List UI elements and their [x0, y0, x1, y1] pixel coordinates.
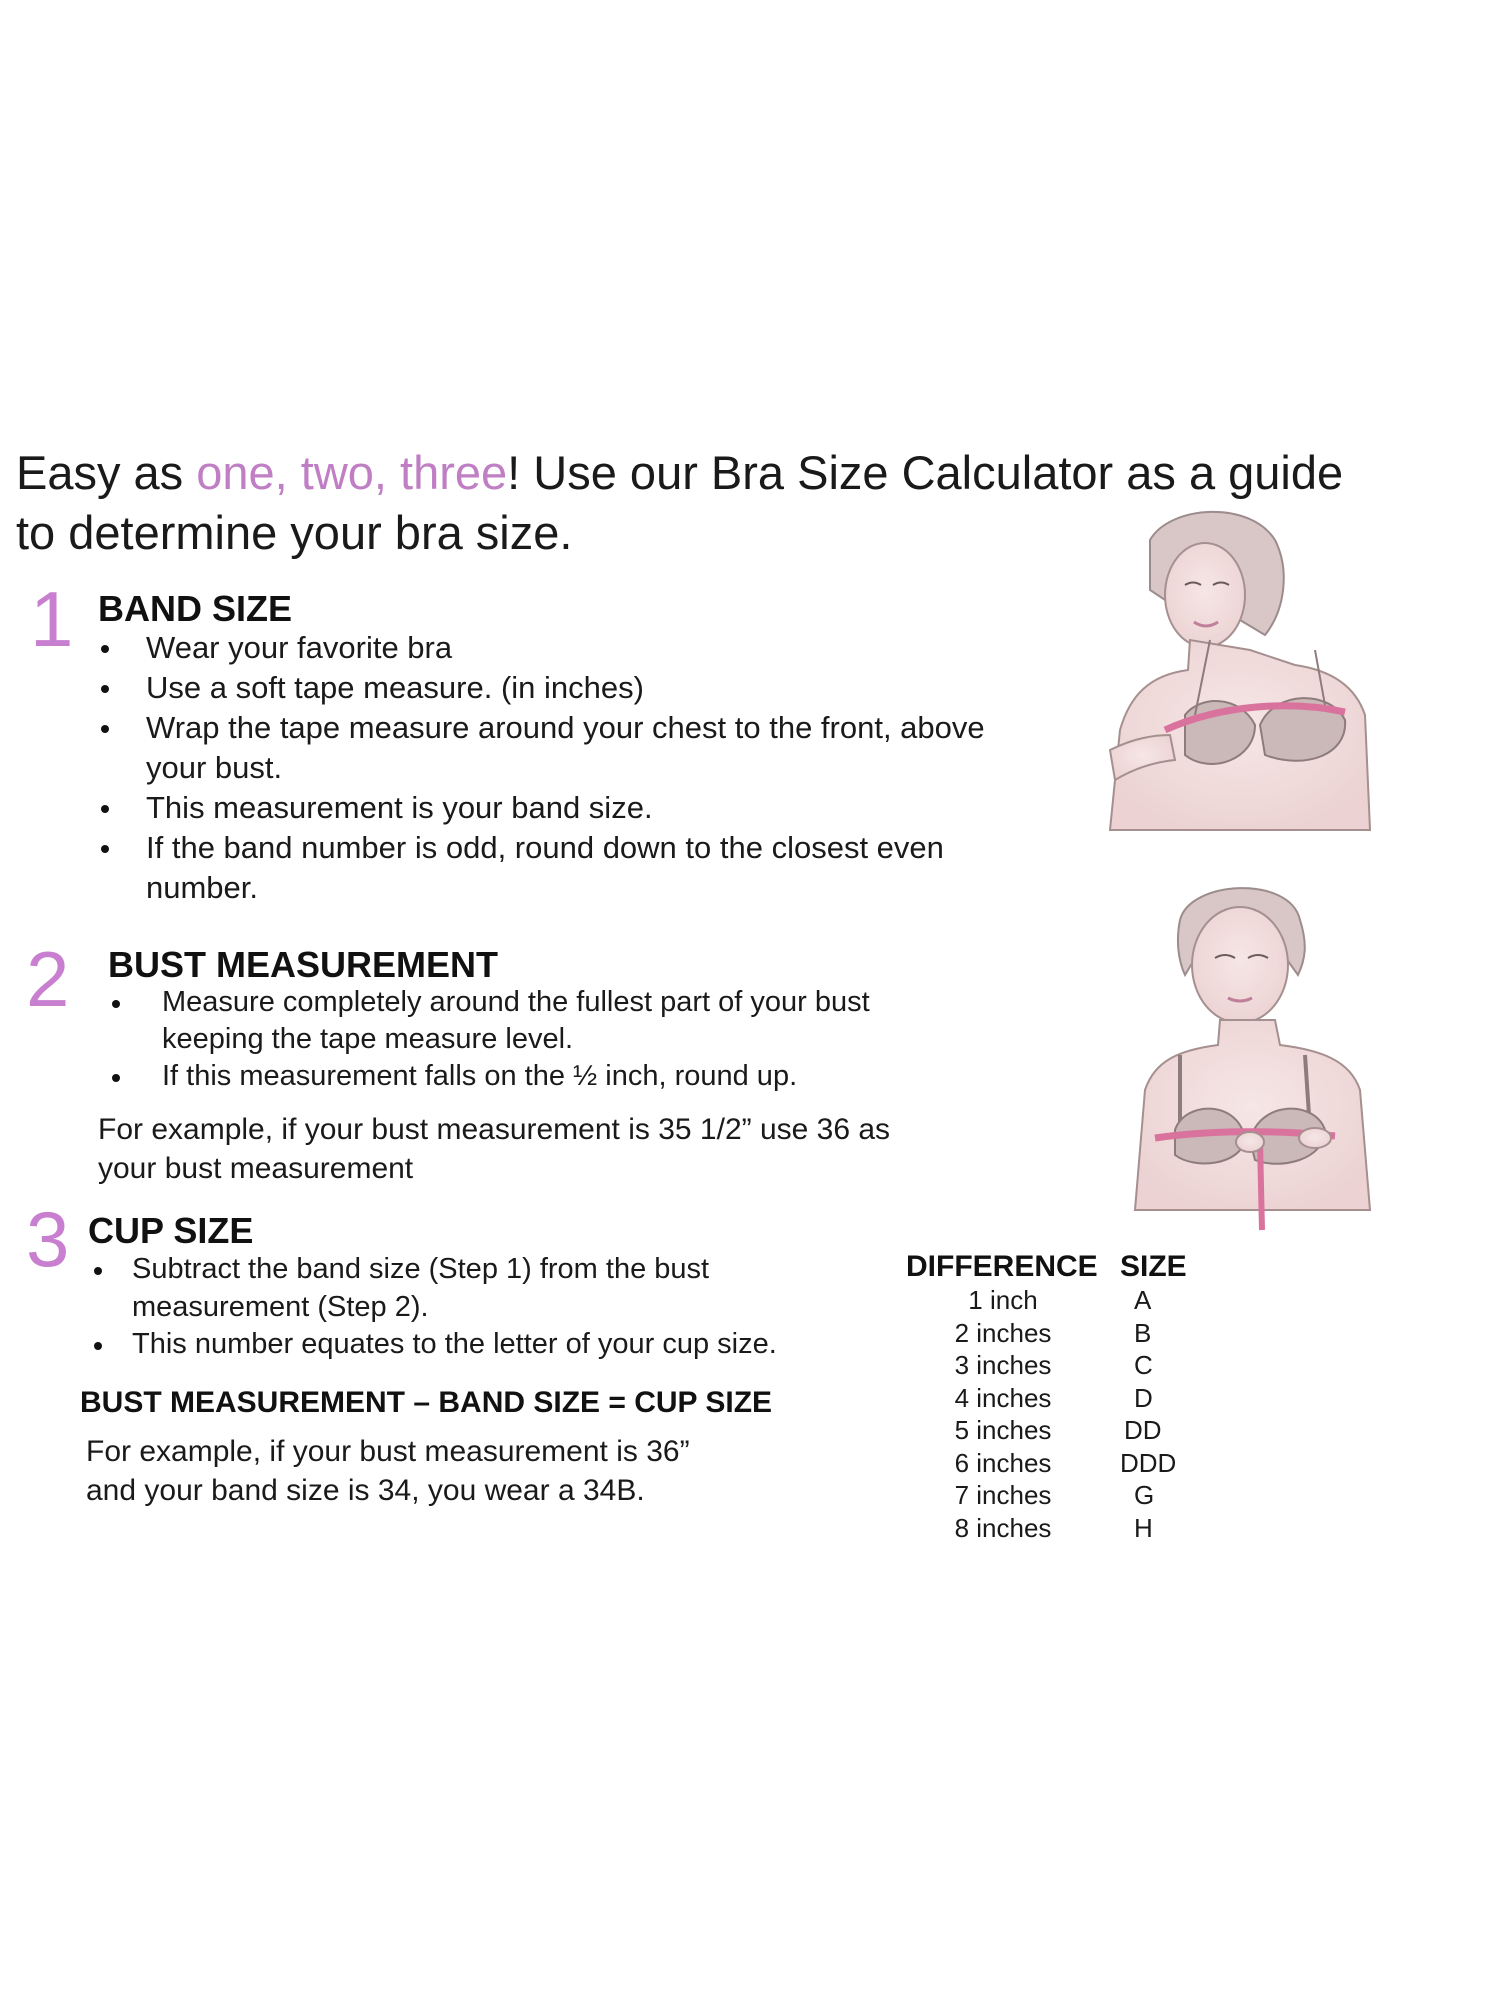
- table-row: 3 inches C: [954, 1350, 1153, 1380]
- headline-accent: one, two, three: [196, 446, 508, 499]
- bullet-dot: [101, 845, 109, 853]
- size-header: SIZE: [1120, 1250, 1187, 1283]
- table-row: 7 inches G: [954, 1480, 1155, 1510]
- bullet-dot: [101, 725, 109, 733]
- step1-bullet-list: [146, 628, 986, 908]
- list-item: This number equates to the letter of your cup size.: [132, 1326, 852, 1364]
- bullet-dot: [94, 1267, 102, 1275]
- woman-measuring-bust-illustration: [1100, 880, 1400, 1260]
- woman-measuring-band-illustration: [1090, 500, 1390, 880]
- bullet-dot: [94, 1342, 102, 1350]
- list-item: If this measurement falls on the ½ inch, round up.: [162, 1058, 962, 1095]
- list-item: Measure completely around the fullest part of your bust keeping the tape measure level.: [162, 984, 962, 1058]
- difference-header: DIFFERENCE: [906, 1250, 1098, 1283]
- table-row: 1 inch A: [968, 1285, 1152, 1315]
- list-item: Subtract the band size (Step 1) from the bust measurement (Step 2).: [132, 1251, 852, 1326]
- step3-bullet-list: [132, 1251, 852, 1364]
- step2-example: For example, if your bust measurement is 35 1/2” use 36 as your bust measurement: [98, 1113, 891, 1185]
- step1-title: BAND SIZE: [98, 588, 293, 629]
- list-item: If the band number is odd, round down to the closest even number.: [146, 828, 986, 908]
- headline-part2: ! Use our Bra Size Calculator as a guide to determine your bra size.: [16, 446, 1344, 559]
- table-row: 6 inches DDD: [954, 1447, 1177, 1478]
- step3-title: CUP SIZE: [88, 1210, 254, 1251]
- table-row: 4 inches D: [954, 1382, 1153, 1413]
- list-item: Use a soft tape measure. (in inches): [146, 668, 986, 708]
- bullet-dot: [101, 685, 109, 693]
- bullet-dot: [112, 1000, 120, 1008]
- bullet-dot: [101, 805, 109, 813]
- step2-title: BUST MEASUREMENT: [108, 944, 499, 985]
- step3-example: For example, if your bust measurement is 36” and your band size is 34, you wear a 34B.: [86, 1435, 690, 1507]
- step2-bullet-list: [162, 984, 962, 1095]
- list-item: Wear your favorite bra: [146, 628, 986, 668]
- headline-part1: Easy as: [16, 446, 197, 499]
- cup-size-table: [906, 1250, 1210, 1544]
- bullet-dot: [112, 1074, 120, 1082]
- table-row: 2 inches B: [954, 1317, 1152, 1348]
- step1-number: 1: [30, 575, 74, 663]
- step3-number: 3: [26, 1195, 70, 1283]
- list-item: Wrap the tape measure around your chest to the front, above your bust.: [146, 708, 986, 788]
- table-row: 8 inches H: [954, 1512, 1153, 1543]
- list-item: This measurement is your band size.: [146, 788, 986, 828]
- table-row: 5 inches DD: [954, 1415, 1162, 1445]
- cup-size-formula: BUST MEASUREMENT – BAND SIZE = CUP SIZE: [80, 1386, 773, 1419]
- step2-number: 2: [26, 935, 70, 1023]
- bullet-dot: [101, 645, 109, 653]
